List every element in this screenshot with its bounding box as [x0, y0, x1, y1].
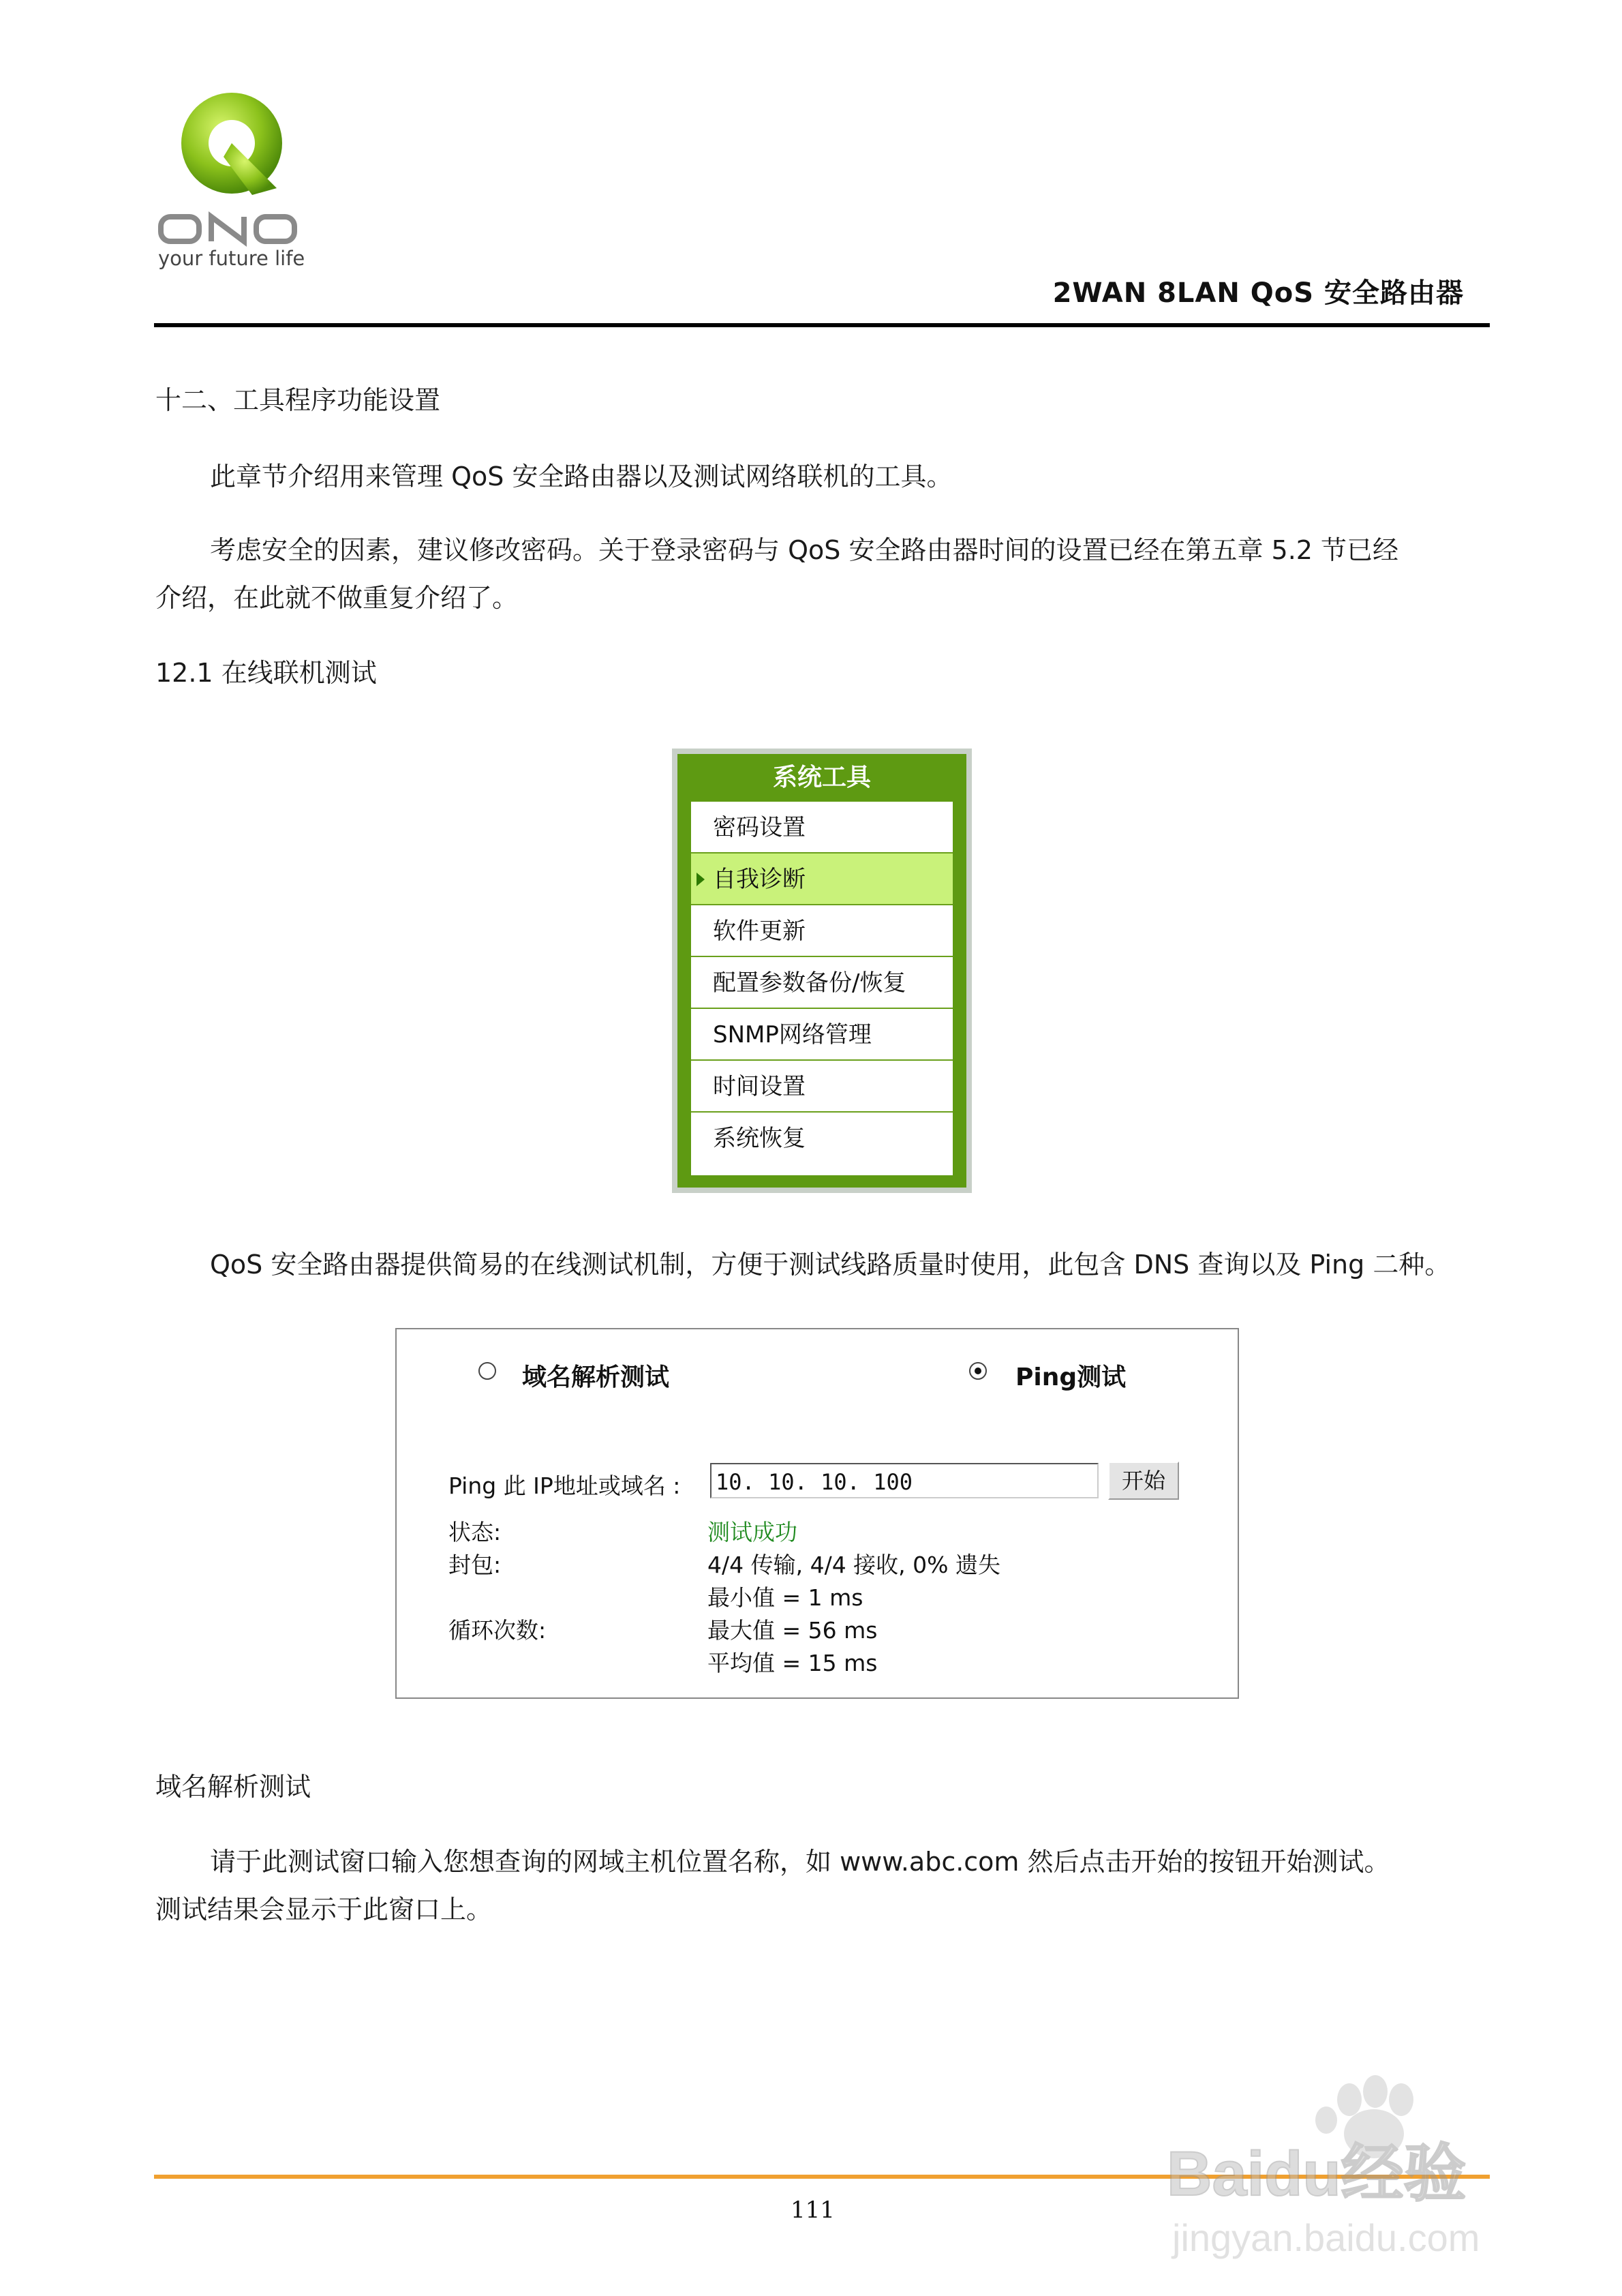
ping-target-input[interactable]: 10. 10. 10. 100: [710, 1463, 1099, 1498]
start-button[interactable]: 开始: [1108, 1462, 1179, 1500]
watermark-brand: Baidu经验: [1167, 2139, 1467, 2209]
menu-item-label: 系统恢复: [713, 1125, 806, 1152]
active-arrow-icon: [697, 873, 705, 886]
security-paragraph-line1: 考虑安全的因素，建议修改密码。关于登录密码与 QoS 安全路由器时间的设置已经在第五章 5.2 节已经: [210, 535, 1399, 565]
avg-rtt-value: 平均值 = 15 ms: [707, 1650, 878, 1676]
menu-item-label: 软件更新: [713, 918, 806, 945]
menu-item-time[interactable]: [691, 1061, 953, 1113]
min-rtt-value: 最小值 = 1 ms: [707, 1584, 863, 1611]
logo-tagline: your future life: [158, 247, 305, 270]
menu-item-snmp[interactable]: [691, 1009, 953, 1061]
ping-target-label: Ping 此 IP地址或域名 :: [448, 1472, 681, 1499]
menu-item-system-restore[interactable]: [691, 1113, 953, 1164]
menu-title: 系统工具: [772, 764, 871, 791]
ping-test-panel: [395, 1328, 1239, 1699]
menu-item-label: SNMP网络管理: [713, 1021, 872, 1048]
intro-paragraph: 此章节介绍用来管理 QoS 安全路由器以及测试网络联机的工具。: [210, 462, 953, 492]
baidu-jingyan-watermark: [1159, 2059, 1554, 2263]
status-value: 测试成功: [707, 1519, 797, 1545]
dns-test-heading: 域名解析测试: [155, 1772, 311, 1802]
packets-value: 4/4 传输, 4/4 接收, 0% 遗失: [707, 1552, 1000, 1578]
online-test-paragraph: QoS 安全路由器提供简易的在线测试机制，方便于测试线路质量时使用，此包含 DNS 查询以及 Ping 二种。: [210, 1250, 1451, 1280]
loop-count-label: 循环次数:: [448, 1617, 547, 1644]
document-title: 2WAN 8LAN QoS 安全路由器: [1052, 277, 1464, 309]
dns-test-label: 域名解析测试: [522, 1363, 670, 1391]
ping-test-label: Ping测试: [1015, 1363, 1127, 1391]
chapter-heading: 十二、工具程序功能设置: [155, 385, 441, 415]
menu-item-config-backup[interactable]: [691, 957, 953, 1009]
watermark-url: jingyan.baidu.com: [1172, 2216, 1480, 2259]
packets-label: 封包:: [448, 1552, 502, 1578]
menu-item-label: 配置参数备份/恢复: [713, 969, 906, 997]
menu-item-password[interactable]: [691, 802, 953, 854]
menu-item-label: 自我诊断: [713, 866, 806, 893]
dns-test-radio[interactable]: [478, 1362, 496, 1380]
section-heading: 12.1 在线联机测试: [155, 658, 377, 688]
dns-paragraph-line1: 请于此测试窗口输入您想查询的网域主机位置名称，如 www.abc.com 然后点击开始的按钮开始测试。: [210, 1847, 1390, 1877]
dns-paragraph-line2: 测试结果会显示于此窗口上。: [155, 1894, 493, 1924]
menu-item-diagnostics[interactable]: [691, 854, 953, 905]
menu-item-label: 时间设置: [713, 1073, 806, 1100]
menu-list: [691, 802, 953, 1175]
status-label: 状态:: [448, 1519, 502, 1545]
max-rtt-value: 最大值 = 56 ms: [707, 1617, 878, 1644]
ping-test-radio[interactable]: [969, 1362, 987, 1380]
header-divider: [154, 323, 1490, 327]
system-tools-menu: [672, 749, 972, 1193]
menu-item-firmware-update[interactable]: [691, 905, 953, 957]
security-paragraph-line2: 介绍，在此就不做重复介绍了。: [155, 583, 519, 613]
page-number: 111: [791, 2196, 835, 2224]
menu-item-label: 密码设置: [713, 814, 806, 841]
